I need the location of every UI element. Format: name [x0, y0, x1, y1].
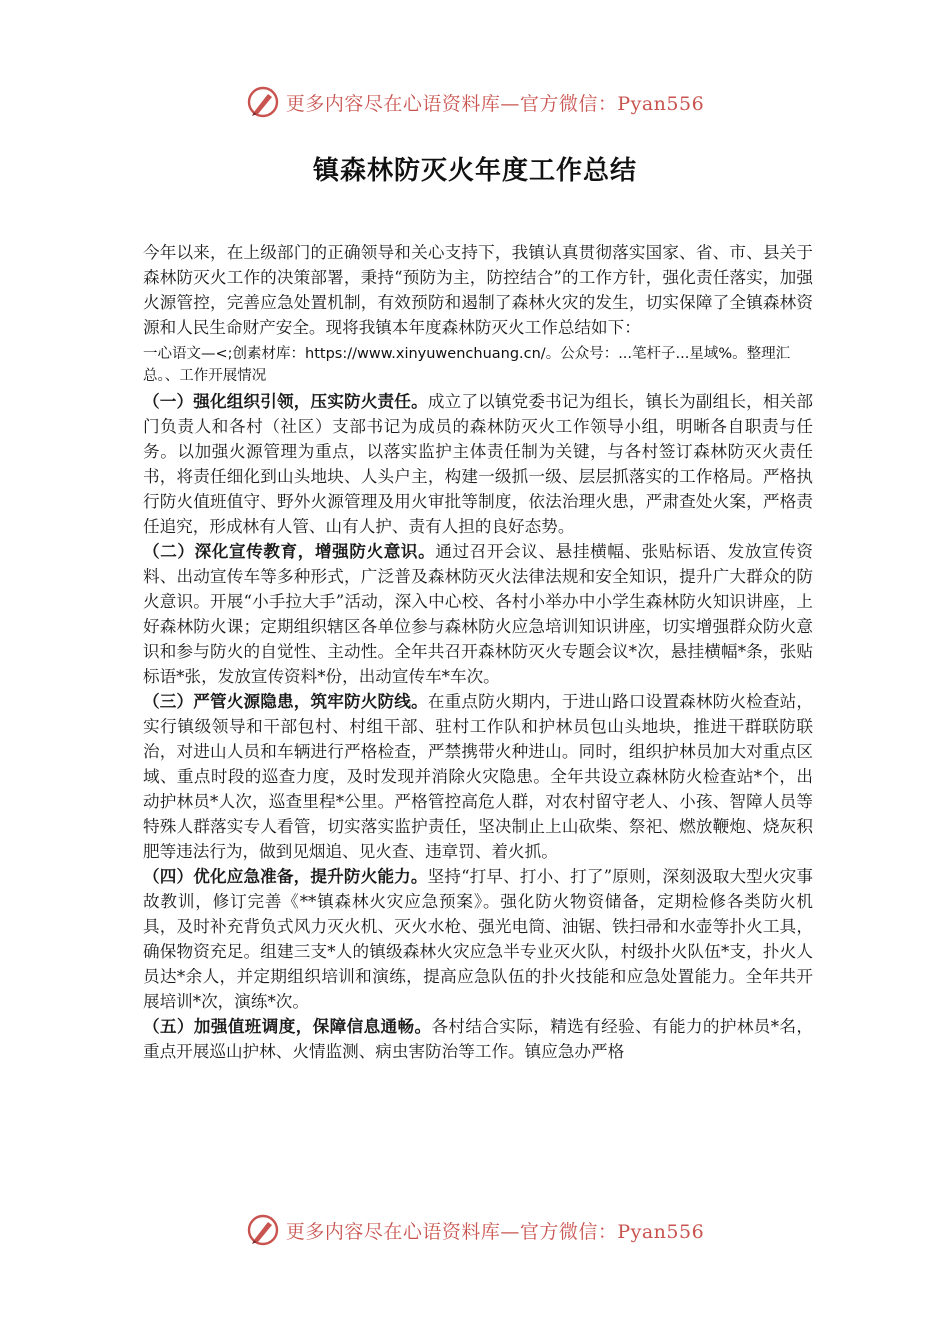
section-paragraph: [143, 1014, 813, 1064]
document-body: [143, 240, 813, 1064]
section-heading: （二）深化宣传教育，增强防火意识。: [143, 542, 436, 561]
section-body: 在重点防火期内，于进山路口设置森林防火检查站，实行镇级领导和干部包村、村组干部、驻村工作队和护林员包山头地块，推进干群联防联治，对进山人员和车辆进行严格检查，严禁携带火种进山。同时，组织护林员加大对重点区域、重点时段的巡查力度，及时发现并消除火灾隐患。全年共设立森林防火检查站*个，出动护林员*人次，巡查里程*公里。严格管控高危人群，对农村留守老人、小孩、智障人员等特殊人群落实专人看管，切实落实监护责任，坚决制止上山砍柴、祭祀、燃放鞭炮、烧灰积肥等违法行为，做到见烟追、见火查、违章罚、着火抓。: [143, 692, 814, 861]
source-line: 一心语文—<;创素材库：https://www.xinyuwenchuang.cn/。公众号：...笔杆子...星域%。整理汇总。、工作开展情况: [143, 346, 791, 384]
banner-text: 更多内容尽在心语资料库—官方微信：Pyan556: [285, 1220, 705, 1243]
section-body: 坚持“打早、打小、打了”原则，深刻汲取大型火灾事故教训，修订完善《**镇森林火灾应急预案》。强化防火物资储备，定期检修各类防火机具，及时补充背负式风力灭火机、灭火水枪、强光电筒、油锯、铁扫帚和水壶等扑火工具，确保物资充足。组建三支*人的镇级森林火灾应急半专业灭火队，村级扑火队伍*支，扑火人员达*余人，并定期组织培训和演练，提高应急队伍的扑火技能和应急处置能力。全年共开展培训*次，演练*次。: [143, 867, 813, 1011]
section-heading: （三）严管火源隐患，筑牢防火防线。: [143, 692, 428, 711]
footer-banner: [0, 1210, 950, 1250]
section-paragraph: [143, 864, 813, 1014]
section-paragraph: [143, 539, 813, 689]
section-heading: （一）强化组织引领，压实防火责任。: [143, 392, 428, 411]
section-body: 各村结合实际，精选有经验、有能力的护林员*名，重点开展巡山护林、火情监测、病虫害防治等工作。镇应急办严格: [143, 1017, 814, 1061]
section-paragraph: [143, 389, 813, 539]
section-heading: （四）优化应急准备，提升防火能力。: [143, 867, 428, 886]
section-paragraph: [143, 689, 813, 864]
banner-text: 更多内容尽在心语资料库—官方微信：Pyan556: [285, 92, 705, 115]
section-heading: （五）加强值班调度，保障信息通畅。: [143, 1017, 432, 1036]
pen-logo-icon: [246, 1213, 280, 1247]
intro-paragraph: 今年以来，在上级部门的正确领导和关心支持下，我镇认真贯彻落实国家、省、市、县关于森林防灭火工作的决策部署，秉持“预防为主，防控结合”的工作方针，强化责任落实，加强火源管控，完善应急处置机制，有效预防和遏制了森林火灾的发生，切实保障了全镇森林资源和人民生命财产安全。现将我镇本年度森林防灭火工作总结如下：: [143, 243, 813, 337]
pen-logo-icon: [246, 85, 280, 119]
header-banner: [0, 82, 950, 122]
section-body: 成立了以镇党委书记为组长，镇长为副组长，相关部门负责人和各村（社区）支部书记为成员的森林防灭火工作领导小组，明晰各自职责与任务。以加强火源管理为重点，以落实监护主体责任制为关键，与各村签订森林防灭火责任书，将责任细化到山头地块、人头户主，构建一级抓一级、层层抓落实的工作格局。严格执行防火值班值守、野外火源管理及用火审批等制度，依法治理火患，严肃查处火案，严格责任追究，形成林有人管、山有人护、责有人担的良好态势。: [143, 392, 814, 536]
document-title: 镇森林防灭火年度工作总结: [312, 156, 637, 186]
section-body: 通过召开会议、悬挂横幅、张贴标语、发放宣传资料、出动宣传车等多种形式，广泛普及森林防灭火法律法规和安全知识，提升广大群众的防火意识。开展“小手拉大手”活动，深入中心校、各村小举办中小学生森林防火知识讲座，上好森林防火课；定期组织辖区各单位参与森林防火应急培训知识讲座，切实增强群众防火意识和参与防火的自觉性、主动性。全年共召开森林防灭火专题会议*次，悬挂横幅*条，张贴标语*张，发放宣传资料*份，出动宣传车*车次。: [143, 542, 813, 686]
